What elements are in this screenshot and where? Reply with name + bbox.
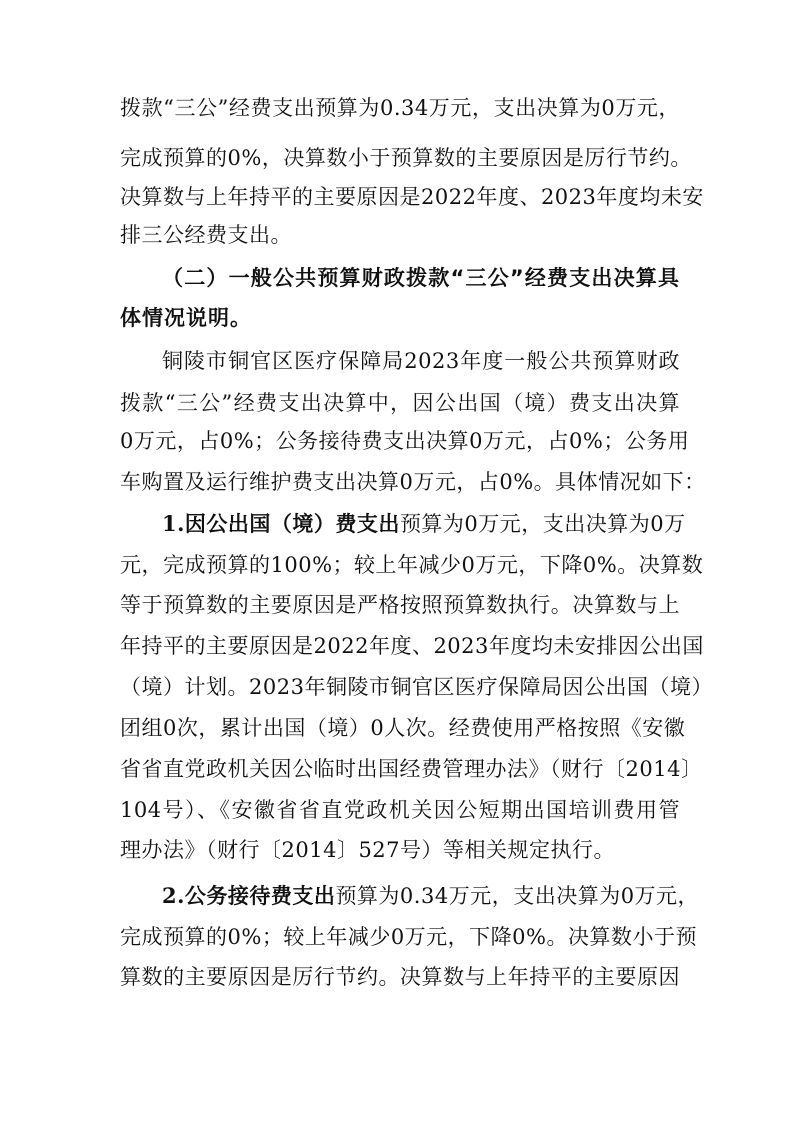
subsection-text: 预算为0万元，支出决算为0万 [399,512,686,536]
text-line: 拨款“三公”经费支出决算中，因公出国（境）费支出决算 [120,391,680,415]
text-line: （境）计划。2023年铜陵市铜官区医疗保障局因公出国（境） [120,675,713,699]
text-line: 车购置及运行维护费支出决算0万元，占0%。具体情况如下： [120,470,706,494]
text-line: 拨款“三公”经费支出预算为0.34万元，支出决算为0万元， [120,96,680,120]
text-line: 算数的主要原因是厉行节约。决算数与上年持平的主要原因 [120,965,680,989]
subsection-line [162,509,686,539]
text-line: 省省直党政机关因公临时出国经费管理办法》（财行〔2014〕 [120,757,703,781]
subsection-title: 2.公务接待费支出 [162,883,336,908]
text-line: 104号）、《安徽省省直党政机关因公短期出国培训费用管 [120,798,680,822]
subsection-title: 1.因公出国（境）费支出 [162,511,400,536]
text-line: 铜陵市铜官区医疗保障局2023年度一般公共预算财政 [162,349,680,373]
subsection-line [162,881,700,911]
text-line: 元，完成预算的100%；较上年减少0万元，下降0%。决算数 [120,553,704,577]
text-line: 年持平的主要原因是2022年度、2023年度均未安排因公出国 [120,634,704,658]
text-line: 排三公经费支出。 [120,223,292,247]
text-line: 完成预算的0%，决算数小于预算数的主要原因是厉行节约。 [120,146,692,170]
text-line: 团组0次，累计出国（境）0人次。经费使用严格按照《安徽 [120,716,686,740]
text-line: 完成预算的0%；较上年减少0万元，下降0%。决算数小于预 [120,925,697,949]
text-line: 决算数与上年持平的主要原因是2022年度、2023年度均未安 [120,185,704,209]
section-heading: （二）一般公共预算财政拨款“三公”经费支出决算具 [162,266,680,290]
subsection-text: 预算为0.34万元，支出决算为0万元， [335,884,700,908]
section-heading: 体情况说明。 [120,306,252,330]
text-line: 0万元，占0%；公务接待费支出决算0万元，占0%；公务用 [120,429,690,453]
text-line: 理办法》（财行〔2014〕527号）等相关规定执行。 [120,838,616,862]
text-line: 等于预算数的主要原因是严格按照预算数执行。决算数与上 [120,593,680,617]
